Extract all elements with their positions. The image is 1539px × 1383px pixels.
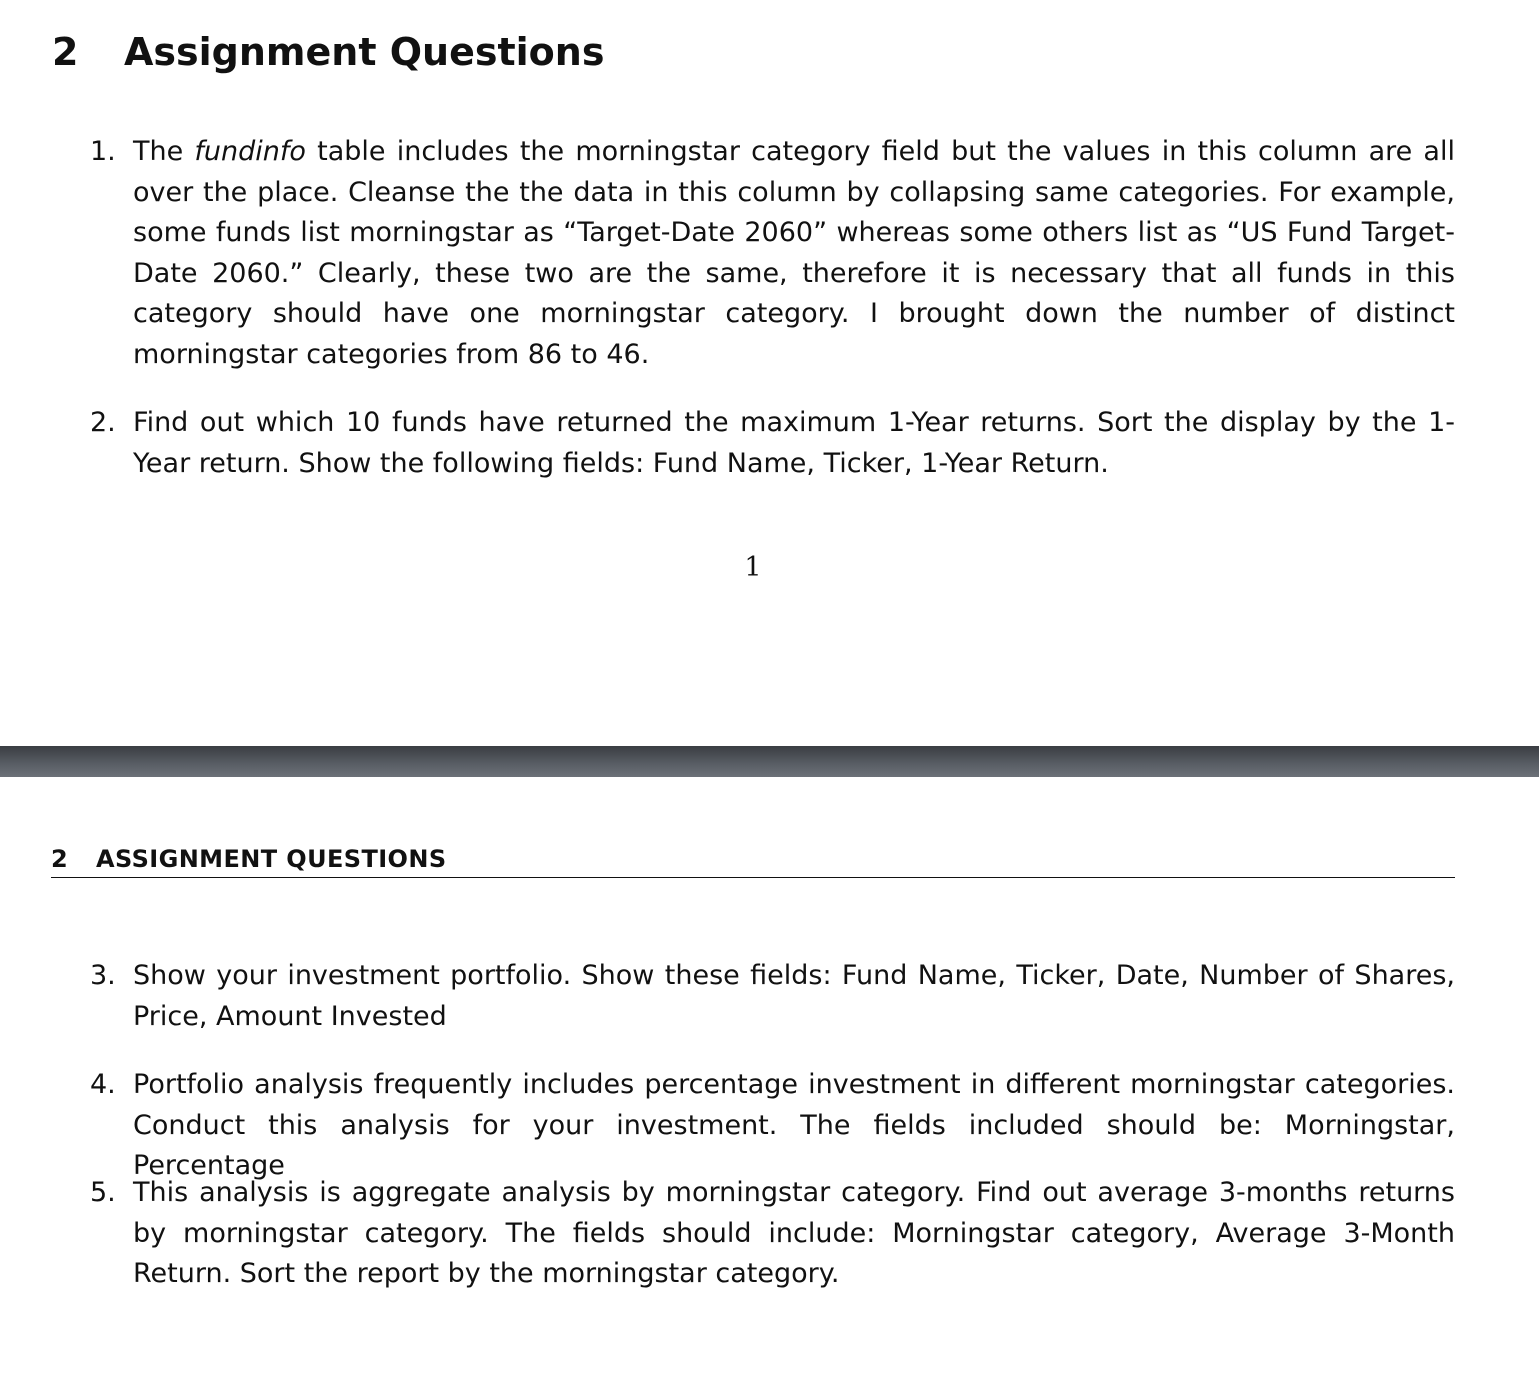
table-name-emphasis: fundinfo [194,136,306,167]
page-divider [0,746,1539,777]
question-text-start: The [133,136,195,167]
section-heading [52,28,604,76]
question-text [133,132,1455,376]
running-header-title: ASSIGNMENT QUESTIONS [96,845,447,873]
question-1 [90,132,1455,376]
question-text: Portfolio analysis frequently includes percentage investment in different morningstar categories. Conduct this analysis for your investment. The fields included should be: Morningstar, Percentage [133,1069,1455,1182]
question-number: 2. [90,407,116,438]
question-number: 4. [90,1069,116,1100]
question-number: 5. [90,1177,116,1208]
running-header-number: 2 [51,845,69,873]
question-number: 1. [90,136,116,167]
question-5 [90,1173,1455,1295]
document-page-2 [0,777,1539,1383]
question-text: Find out which 10 funds have returned the maximum 1-Year returns. Sort the display by the 1-Year return. Show the following fields: Fund Name, Ticker, 1-Year Return. [133,407,1455,479]
question-2 [90,403,1455,484]
question-number: 3. [90,960,116,991]
question-4 [90,1065,1455,1187]
section-title: Assignment Questions [124,30,605,74]
page-number: 1 [744,552,762,583]
question-text: Show your investment portfolio. Show these fields: Fund Name, Ticker, Date, Number of Shares, Price, Amount Invested [133,960,1455,1032]
question-text-rest: table includes the morningstar category field but the values in this column are all over the place. Cleanse the the data in this column by collapsing same categories. For example, some funds list morningstar as “Target-Date 2060” whereas some others list as “US Fund Target-Date 2060.” Clearly, these two are the same, therefore it is necessary that all funds in this category should have one morningstar category. I brought down the number of distinct morningstar categories from 86 to 46. [133,136,1455,370]
running-header [51,843,1455,878]
question-text: This analysis is aggregate analysis by morningstar category. Find out average 3-months returns by morningstar category. The fields should include: Morningstar category, Average 3-Month Return. Sort the report by the morningstar category. [133,1177,1455,1290]
section-number: 2 [52,30,79,74]
question-3 [90,956,1455,1037]
